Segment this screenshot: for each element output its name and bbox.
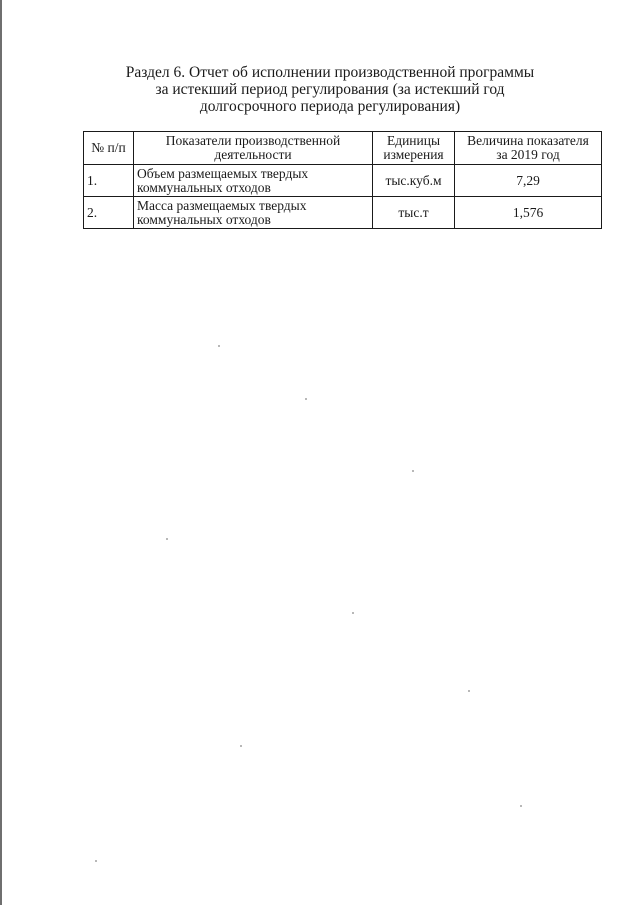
table-header-row bbox=[84, 132, 602, 165]
header-indicator bbox=[134, 132, 373, 165]
header-unit-line-1: Единицы bbox=[386, 133, 441, 148]
row-indicator-line-2: коммунальных отходов bbox=[137, 211, 271, 227]
row-indicator bbox=[134, 165, 373, 197]
header-value-line-2: за 2019 год bbox=[496, 147, 560, 162]
row-indicator-line-2: коммунальных отходов bbox=[137, 179, 271, 195]
row-value: 7,29 bbox=[455, 165, 602, 197]
row-indicator-line-1: Масса размещаемых твердых bbox=[137, 197, 307, 213]
report-table bbox=[83, 131, 602, 229]
header-num: № п/п bbox=[84, 132, 134, 165]
row-indicator-line-1: Объем размещаемых твердых bbox=[137, 165, 309, 181]
section-title bbox=[120, 64, 540, 115]
header-value bbox=[455, 132, 602, 165]
scan-edge-shadow bbox=[0, 0, 2, 905]
row-indicator bbox=[134, 197, 373, 229]
header-unit-line-2: измерения bbox=[383, 147, 444, 162]
header-indicator-line-1: Показатели производственной bbox=[165, 133, 341, 148]
title-line-3: долгосрочного периода регулирования) bbox=[199, 98, 461, 115]
title-line-2: за истекший период регулирования (за истекший год bbox=[155, 81, 505, 98]
header-indicator-line-2: деятельности bbox=[214, 147, 292, 162]
row-num: 1. bbox=[84, 165, 134, 197]
table-row bbox=[84, 197, 602, 229]
title-line-1: Раздел 6. Отчет об исполнении производственной программы bbox=[125, 64, 535, 81]
row-unit: тыс.т bbox=[373, 197, 455, 229]
row-num: 2. bbox=[84, 197, 134, 229]
row-value: 1,576 bbox=[455, 197, 602, 229]
row-unit: тыс.куб.м bbox=[373, 165, 455, 197]
header-unit bbox=[373, 132, 455, 165]
table-row bbox=[84, 165, 602, 197]
header-value-line-1: Величина показателя bbox=[467, 133, 589, 148]
